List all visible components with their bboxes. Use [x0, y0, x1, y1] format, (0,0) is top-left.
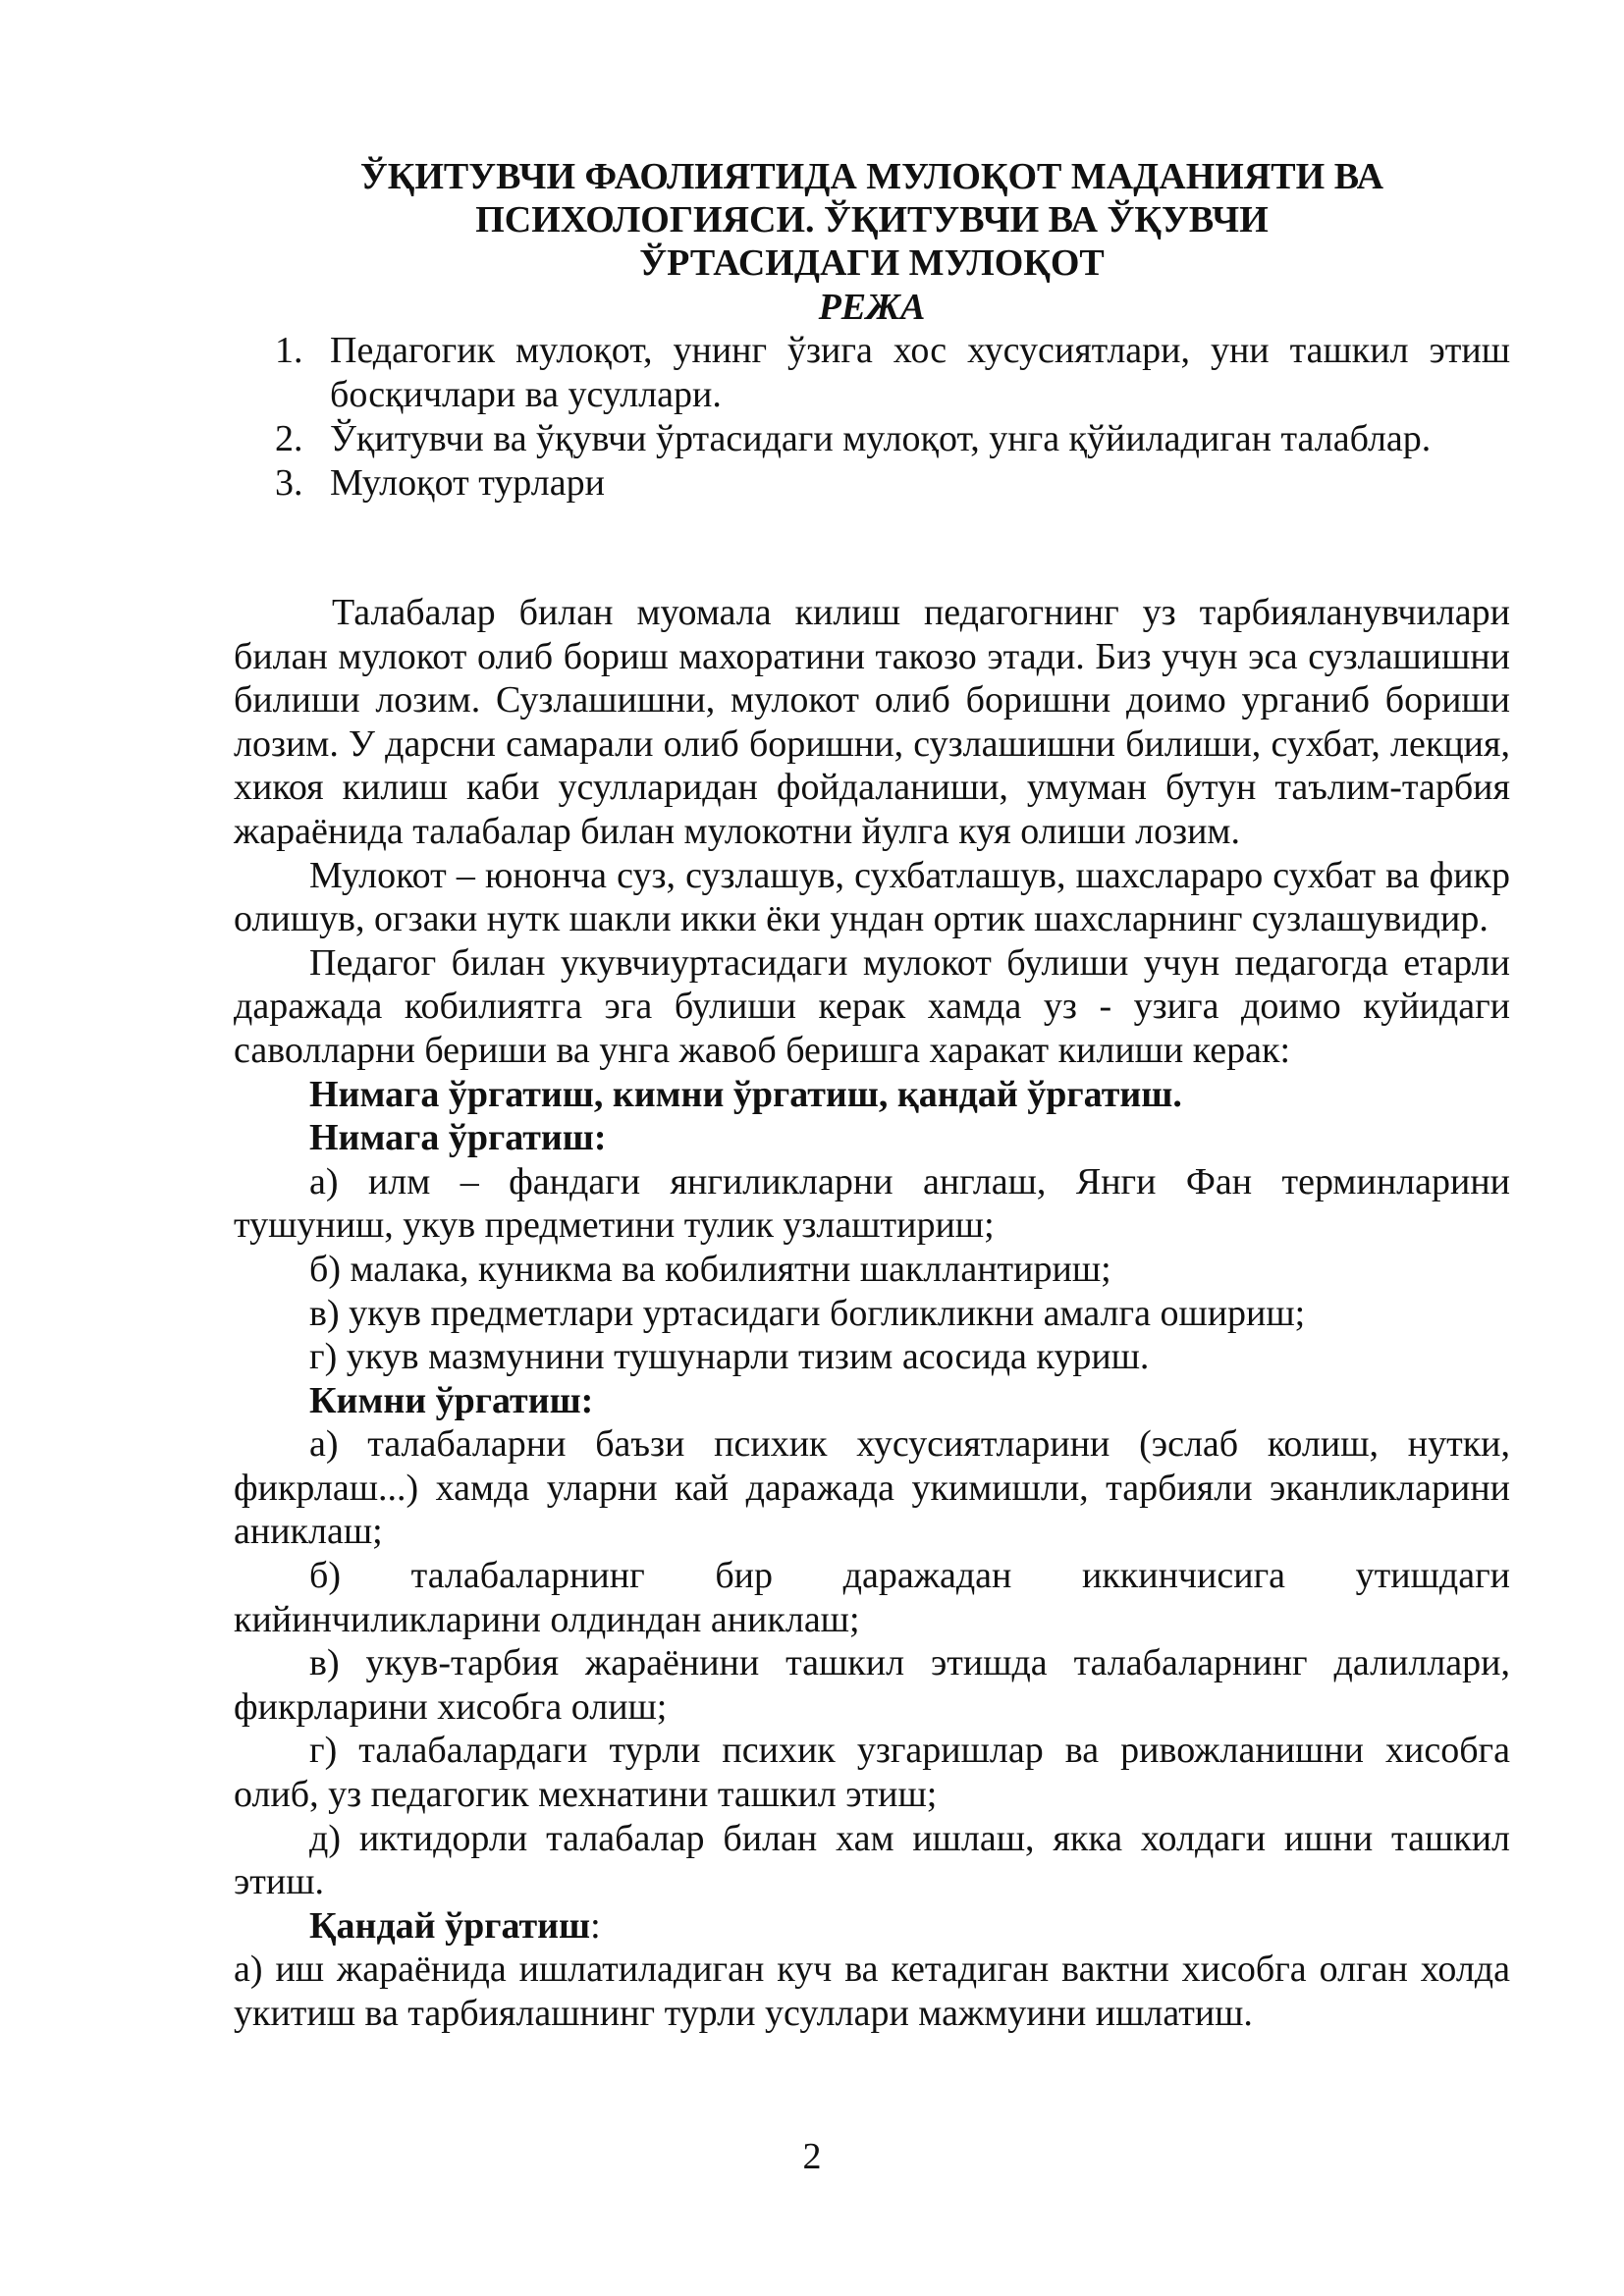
what-item: б) малака, куникма ва кобилиятни шакллантириш;: [309, 1248, 1111, 1290]
how-heading-text: Қандай ўргатиш: [309, 1904, 591, 1947]
plan-item-number: 2.: [275, 418, 303, 459]
whom-item: в) укув-тарбия жараёнини ташкил этишда талабаларнинг далиллари, фикрларини хисобга олиш;: [234, 1642, 1510, 1728]
how-item: а) иш жараёнида ишлатиладиган куч ва кетадиган вактни хисобга олган холда укитиш ва тарбиялашнинг турли усуллари мажмуини ишлатиш.: [234, 1949, 1510, 2034]
what-item: г) укув мазмунини тушунарли тизим асосида куриш.: [309, 1336, 1150, 1378]
how-heading: [234, 1904, 1510, 1949]
title-line-1: ЎҚИТУВЧИ ФАОЛИЯТИДА МУЛОҚОТ МАДАНИЯТИ ВА: [359, 156, 1384, 197]
plan-item-text: Ўқитувчи ва ўқувчи ўртасидаги мулоқот, унга қўйиладиган талаблар.: [330, 418, 1432, 459]
how-heading-colon: :: [590, 1904, 601, 1947]
whom-item: а) талабаларни баъзи психик хусусиятларини (эслаб колиш, нутки, фикрлаш...) хамда уларни кай даражада укимишли, тарбияли эканликларини аниклаш;: [234, 1423, 1510, 1553]
what-item: а) илм – фандаги янгиликларни англаш, Янги Фан терминларини тушуниш, укув предметини тулик узлаштириш;: [234, 1160, 1510, 1247]
whom-item: б) талабаларнинг бир даражадан иккинчисига утишдаги кийинчиликларини олдиндан аниклаш;: [234, 1555, 1510, 1640]
document-title: [234, 155, 1510, 285]
what-item: в) укув предметлари уртасидаги богликликни амалга ошириш;: [309, 1292, 1306, 1334]
what-heading: Нимага ўргатиш:: [309, 1117, 607, 1159]
plan-item-text: Мулоқот турлари: [330, 462, 605, 504]
plan-item-text: Педагогик мулоқот, унинг ўзига хос хусусиятлари, уни ташкил этиш босқичлари ва усуллари.: [330, 330, 1510, 415]
plan-item: [275, 417, 1510, 461]
title-line-2: ПСИХОЛОГИЯСИ. ЎҚИТУВЧИ ВА ЎҚУВЧИ: [475, 199, 1269, 240]
whom-heading: Кимни ўргатиш:: [309, 1379, 594, 1421]
plan-item-number: 1.: [275, 330, 303, 371]
whom-item: г) талабалардаги турли психик узгаришлар ва ривожланишни хисобга олиб, уз педагогик мехнатини ташкил этиш;: [234, 1730, 1510, 1816]
questions-heading: Нимага ўргатиш, кимни ўргатиш, қандай ўргатиш.: [309, 1073, 1182, 1115]
paragraph-requirement: Педагог билан укувчиуртасидаги мулокот булиши учун педагогда етарли даражада кобилиятга эга булиши керак хамда уз - узига доимо куйидаги саволларни бериши ва унга жавоб беришга харакат килиши керак:: [234, 941, 1510, 1071]
plan-item-number: 3.: [275, 462, 303, 504]
document-body: [234, 591, 1510, 2036]
plan-item: [275, 461, 1510, 506]
plan-heading: РЕЖА: [818, 287, 926, 328]
plan-list: [275, 329, 1510, 506]
paragraph-intro: Талабалар билан муомала килиш педагогнинг уз тарбияланувчилари билан мулокот олиб бориш махоратини такозо этади. Биз учун эса сузлашишни билиши лозим. Сузлашишни, мулокот олиб боришни доимо урганиб бориши лозим. У дарсни самарали олиб боришни, сузлашишни билиши, сухбат, лекция, хикоя килиш каби усулларидан фойдаланиши, умуман бутун таълим-тарбия жараёнида талабалар билан мулокотни йулга куя олиши лозим.: [234, 592, 1510, 852]
page-number: 2: [802, 2136, 822, 2177]
plan-item: [275, 329, 1510, 417]
title-line-3: ЎРТАСИДАГИ МУЛОҚОТ: [639, 242, 1105, 284]
paragraph-definition: Мулокот – юнонча суз, сузлашув, сухбатлашув, шахслараро сухбат ва фикр олишув, огзаки нутк шакли икки ёки ундан ортик шахсларнинг сузлашувидир.: [234, 854, 1510, 940]
whom-item: д) иктидорли талабалар билан хам ишлаш, якка холдаги ишни ташкил этиш.: [234, 1817, 1510, 1903]
